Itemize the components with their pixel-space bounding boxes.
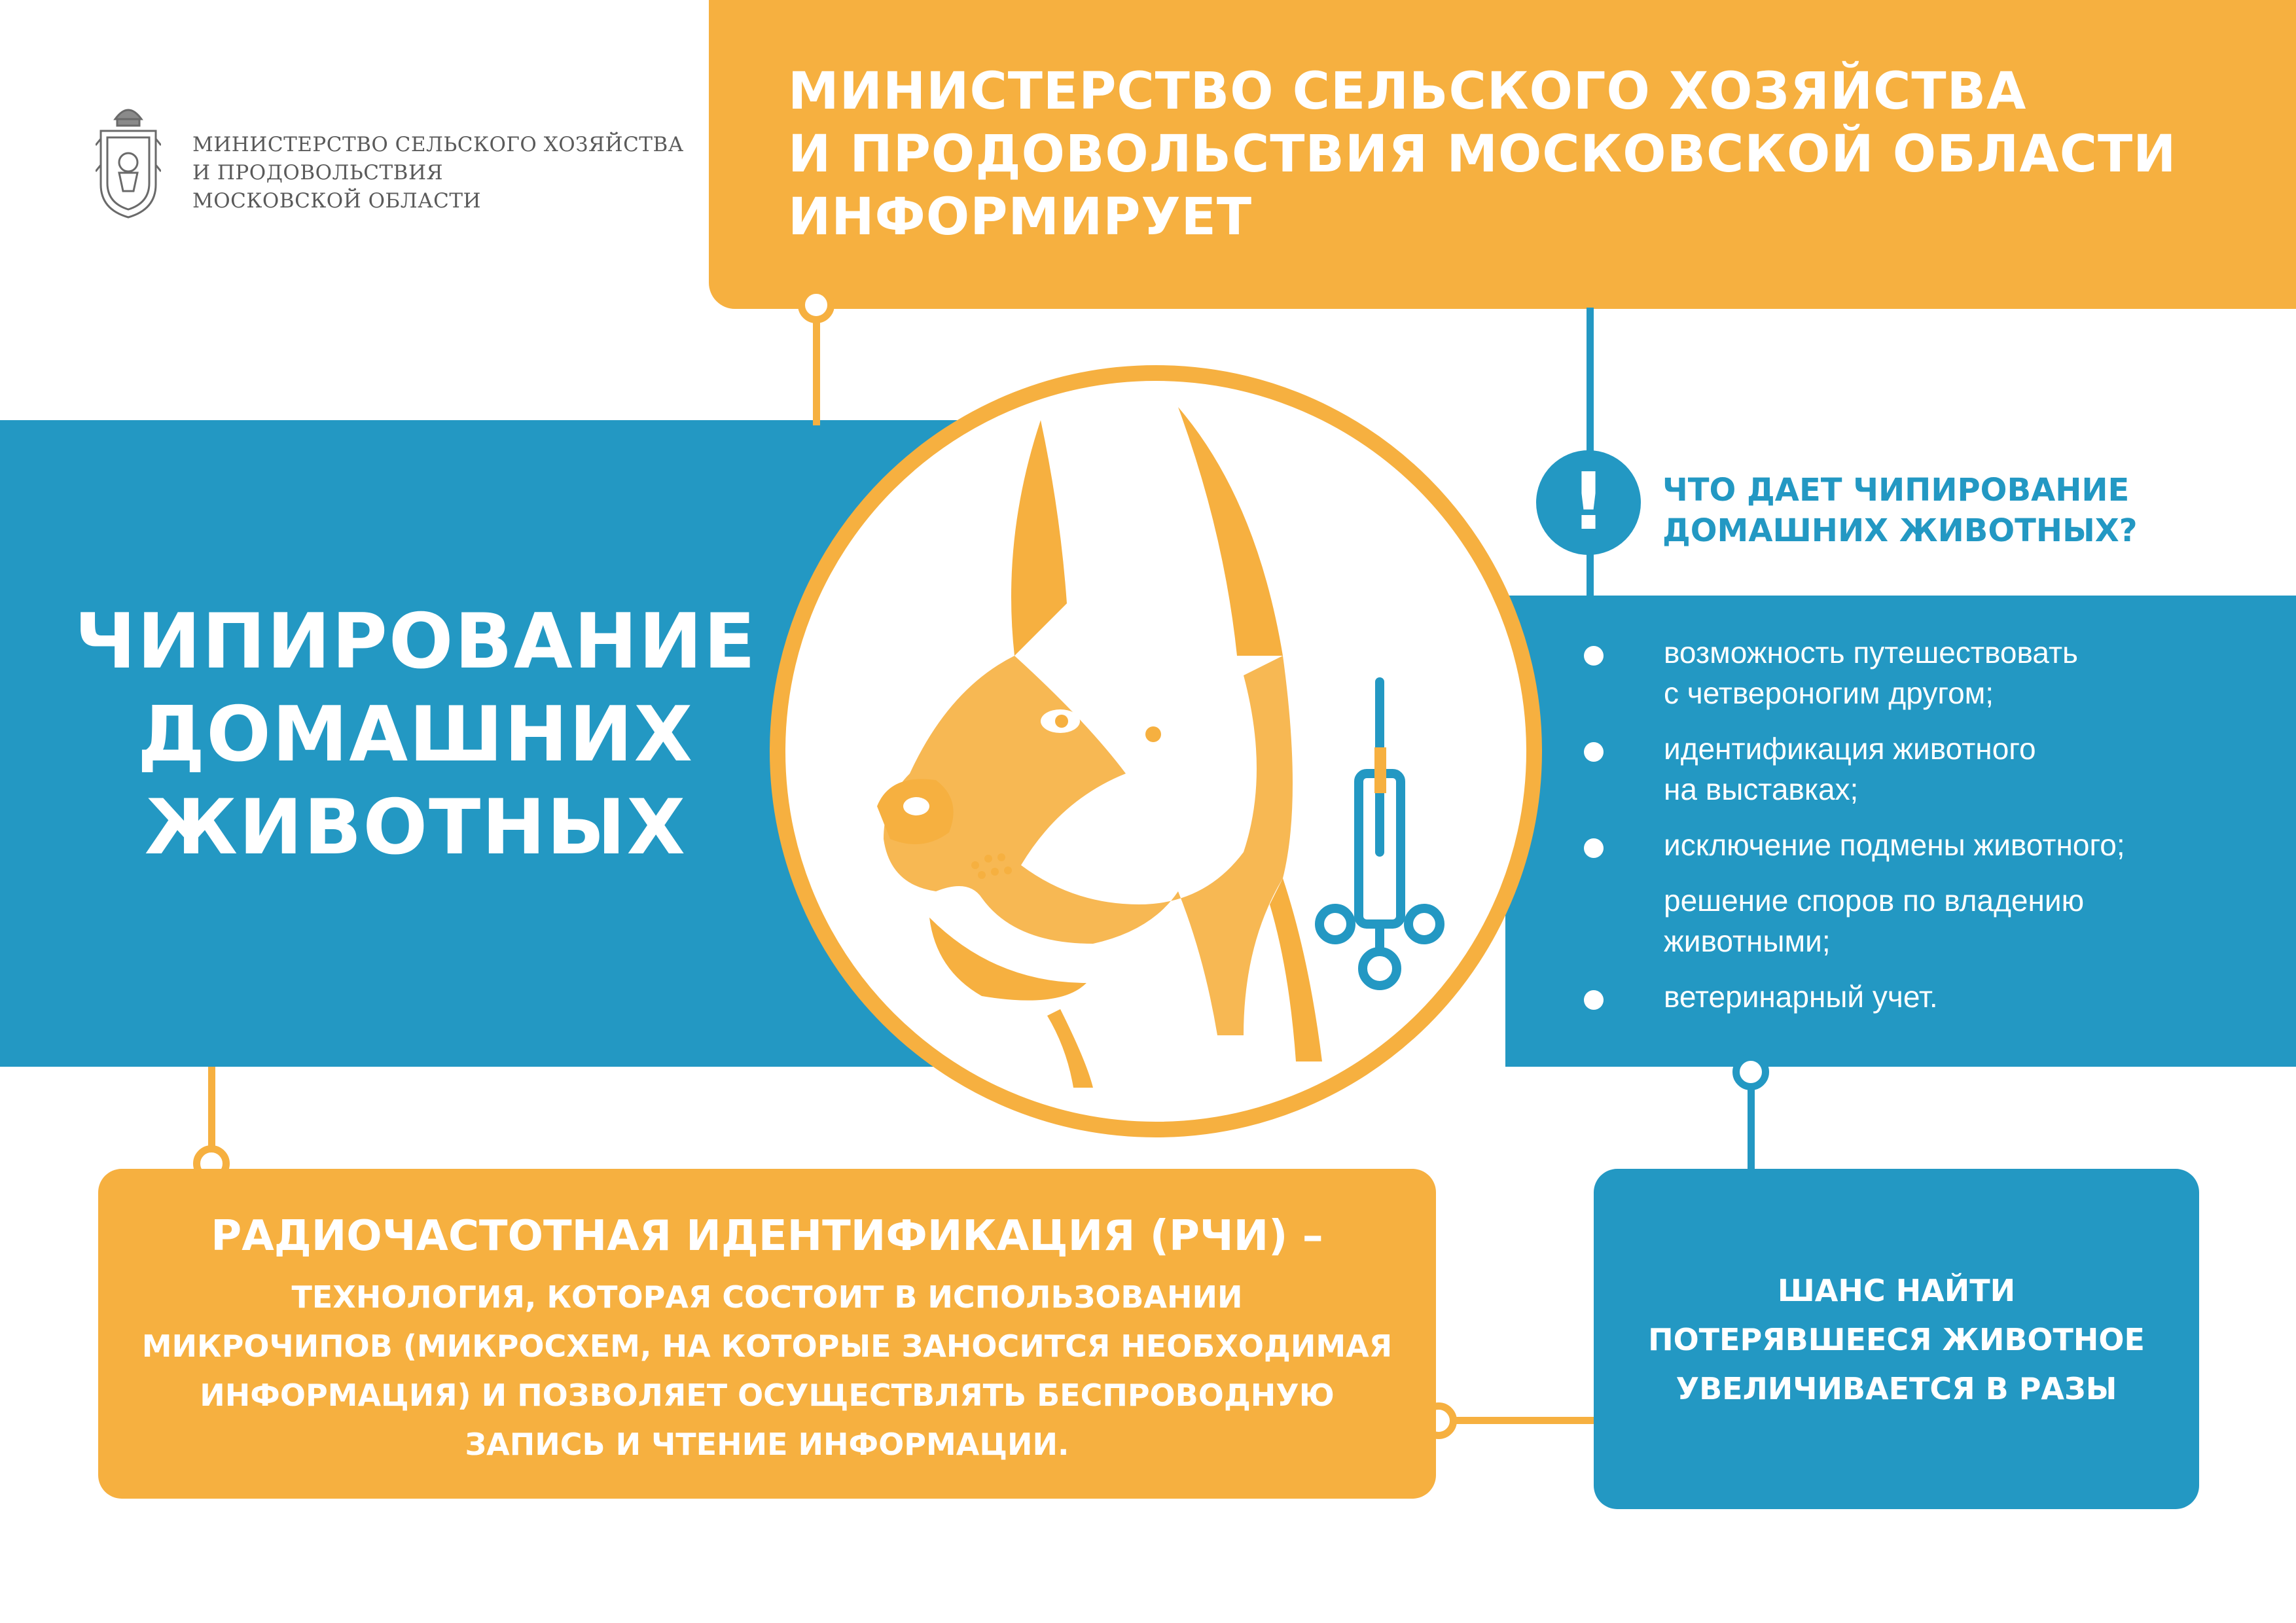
benefit-item <box>1584 976 2291 1017</box>
connector-node <box>1732 1054 1769 1090</box>
logo-line: МОСКОВСКОЙ ОБЛАСТИ <box>192 189 482 213</box>
benefit-item <box>1584 632 2291 713</box>
header-line: И ПРОДОВОЛЬСТВИЯ МОСКОВСКОЙ ОБЛАСТИ <box>788 125 2177 184</box>
benefit-text: животными; <box>1664 924 1831 958</box>
chance-line: ШАНС НАЙТИ <box>1777 1273 2016 1308</box>
rfid-line: ТЕХНОЛОГИЯ, КОТОРАЯ СОСТОИТ В ИСПОЛЬЗОВАНИИ <box>291 1279 1243 1315</box>
logo-line: И ПРОДОВОЛЬСТВИЯ <box>192 161 444 185</box>
bullet-icon <box>1584 990 1604 1010</box>
benefit-text: идентификация животного <box>1664 732 2036 766</box>
benefit-text: с четвероногим другом; <box>1664 676 1994 710</box>
logo-line: МИНИСТЕРСТВО СЕЛЬСКОГО ХОЗЯЙСТВА <box>192 133 684 156</box>
rfid-description <box>98 1273 1436 1469</box>
connector-node <box>798 287 834 323</box>
coat-of-arms-icon <box>96 99 161 220</box>
chance-text <box>1594 1266 2199 1414</box>
benefits-list <box>1584 632 2291 1032</box>
benefit-item <box>1584 880 2291 961</box>
main-title <box>39 596 792 874</box>
rfid-line: ИНФОРМАЦИЯ) И ПОЗВОЛЯЕТ ОСУЩЕСТВЛЯТЬ БЕСПРОВОДНУЮ <box>200 1378 1335 1413</box>
benefit-text: решение споров по владению <box>1664 883 2085 918</box>
rfid-line: ЗАПИСЬ И ЧТЕНИЕ ИНФОРМАЦИИ. <box>465 1427 1069 1462</box>
bullet-icon <box>1584 838 1604 858</box>
logo-text <box>192 131 690 215</box>
header-title <box>788 60 2261 249</box>
benefit-item <box>1584 728 2291 810</box>
exclamation-icon: ! <box>1536 450 1641 555</box>
dog-head-icon <box>785 381 1526 1122</box>
connector-line <box>1436 1417 1594 1424</box>
rfid-heading: РАДИОЧАСТОТНАЯ ИДЕНТИФИКАЦИЯ (РЧИ) – <box>211 1212 1323 1260</box>
benefit-text: на выставках; <box>1664 772 1859 806</box>
question-line: ДОМАШНИХ ЖИВОТНЫХ? <box>1662 512 2138 549</box>
benefit-text: возможность путешествовать <box>1664 635 2078 669</box>
question-line: ЧТО ДАЕТ ЧИПИРОВАНИЕ <box>1662 472 2130 508</box>
main-title-line: ЧИПИРОВАНИЕ <box>74 597 757 686</box>
header-line: МИНИСТЕРСТВО СЕЛЬСКОГО ХОЗЯЙСТВА <box>788 62 2027 121</box>
benefit-item <box>1584 825 2291 865</box>
chance-line: УВЕЛИЧИВАЕТСЯ В РАЗЫ <box>1676 1371 2117 1406</box>
chance-line: ПОТЕРЯВШЕЕСЯ ЖИВОТНОЕ <box>1648 1322 2145 1357</box>
header-line: ИНФОРМИРУЕТ <box>788 188 1253 247</box>
main-title-line: ДОМАШНИХ <box>137 690 694 779</box>
main-title-line: ЖИВОТНЫХ <box>145 783 687 872</box>
question-heading <box>1662 470 2251 551</box>
bullet-icon <box>1584 646 1604 666</box>
bullet-icon <box>1584 742 1604 762</box>
benefit-text: исключение подмены животного; <box>1664 828 2125 862</box>
benefit-text: ветеринарный учет. <box>1664 980 1938 1014</box>
rfid-line: МИКРОЧИПОВ (МИКРОСХЕМ, НА КОТОРЫЕ ЗАНОСИТСЯ НЕОБХОДИМАЯ <box>141 1329 1393 1364</box>
